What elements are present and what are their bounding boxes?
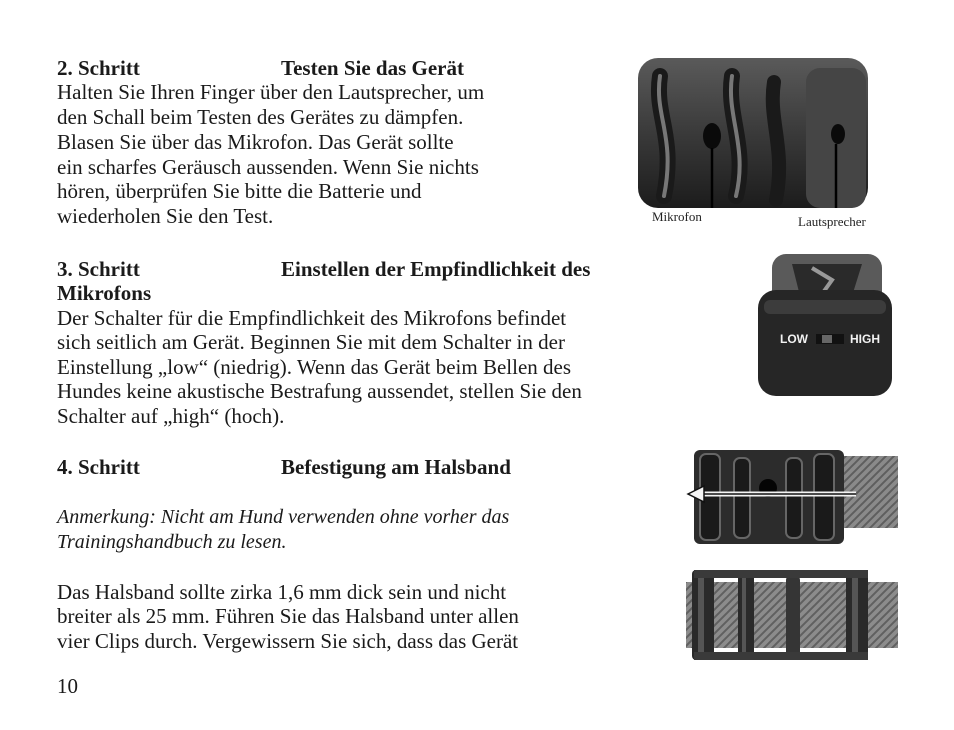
step2-line: wiederholen Sie den Test. (57, 204, 274, 228)
step3-line: Der Schalter für die Empfindlichkeit des Mikrofons befindet (57, 306, 567, 330)
step4-line: Das Halsband sollte zirka 1,6 mm dick sein und nicht (57, 580, 507, 604)
speaker-hole (831, 124, 845, 144)
page-number: 10 (57, 674, 78, 698)
switch-low-label: LOW (780, 332, 808, 346)
mic-hole (703, 123, 721, 149)
step3-title: Einstellen der Empfindlichkeit des (281, 257, 591, 281)
step2-line: Blasen Sie über das Mikrofon. Das Gerät sollte (57, 130, 454, 154)
step4-line: vier Clips durch. Vergewissern Sie sich, dass das Gerät (57, 629, 519, 653)
step3-title-cont: Mikrofons (57, 281, 152, 305)
step4-number: 4. Schritt (57, 455, 140, 479)
step4-note-line: Anmerkung: Nicht am Hund verwenden ohne vorher das (57, 506, 510, 528)
collar-attached-photo (686, 566, 898, 664)
sensitivity-switch-photo (752, 240, 898, 400)
device-photo-mic-speaker (636, 56, 896, 234)
step4-line: breiter als 25 mm. Führen Sie das Halsband unter allen (57, 604, 519, 628)
collar-insert-photo (686, 448, 898, 546)
mic-label: Mikrofon (652, 209, 702, 224)
step2-line: den Schall beim Testen des Gerätes zu dämpfen. (57, 105, 464, 129)
step2-line: Halten Sie Ihren Finger über den Lautsprecher, um (57, 80, 485, 104)
step3-number: 3. Schritt (57, 257, 140, 281)
step2-line: hören, überprüfen Sie bitte die Batterie und (57, 179, 422, 203)
step4-title: Befestigung am Halsband (281, 455, 511, 479)
speaker-label: Lautsprecher (798, 214, 866, 229)
step2-title: Testen Sie das Gerät (281, 56, 464, 80)
step2-line: ein scharfes Geräusch aussenden. Wenn Sie nichts (57, 155, 479, 179)
switch-high-label: HIGH (850, 332, 880, 346)
step3-line: sich seitlich am Gerät. Beginnen Sie mit dem Schalter in der (57, 330, 565, 354)
step4-note-line: Trainingshandbuch zu lesen. (57, 531, 287, 553)
step3-line: Schalter auf „high“ (hoch). (57, 404, 285, 428)
step3-line: Einstellung „low“ (niedrig). Wenn das Gerät beim Bellen des (57, 355, 572, 379)
step3-line: Hundes keine akustische Bestrafung aussendet, stellen Sie den (57, 379, 582, 403)
step2-number: 2. Schritt (57, 56, 140, 80)
